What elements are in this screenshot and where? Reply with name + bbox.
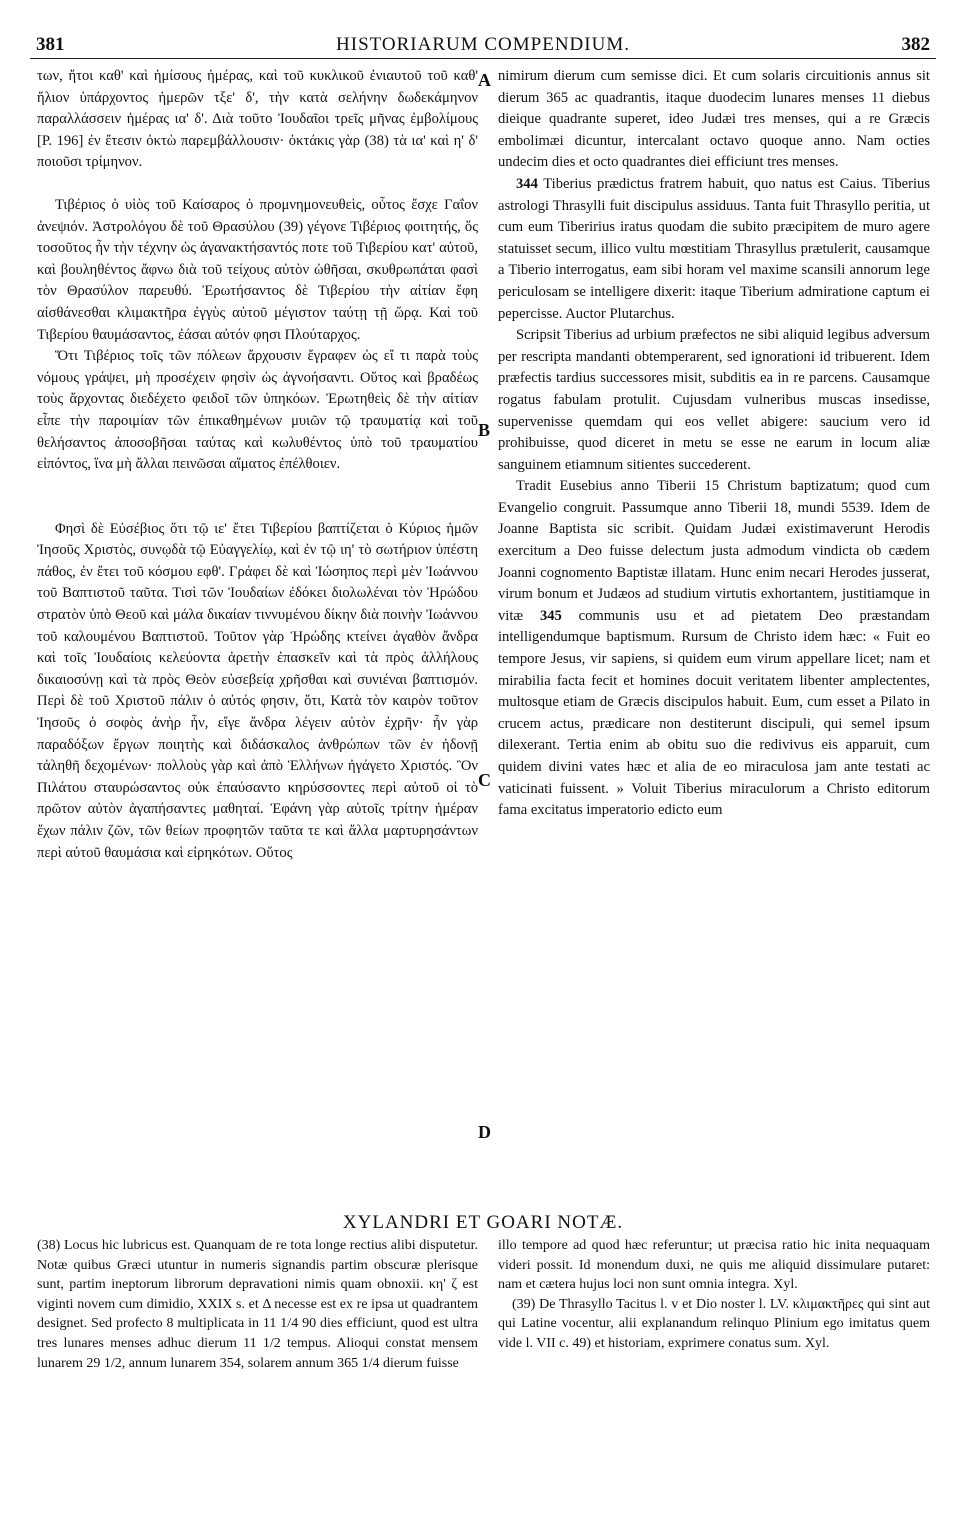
- notes-heading: XYLANDRI ET GOARI NOTÆ.: [342, 1212, 624, 1233]
- latin-paragraph-4-text-a: Tradit Eusebius anno Tiberii 15 Christum baptizatum; quod cum Evangelio congruit. Passumque anno Tiberii 18, mundi 5539. Idem de Joanne Baptista sic scribit. Quidam Judæi existimaverunt Herodis exercitum a Deo fuisse delectum justa admodum vindicta ob cædem Joanni cognomento Baptistæ illatam. Hunc enim necari Herodes jusserat, virum bonum et Judæos ad studium virtutis exhortantem, justitiamque in vitæ: [498, 478, 930, 624]
- note-39: (39) De Thrasyllo Tacitus l. v et Dio noster l. LV. κλιμακτῆρες qui sint aut qui Latine vocentur, alii explanandum relinquo Plinium ego imitatus quem vide l. VII c. 49) et historiam, exprimere conatus sum. Xyl.: [498, 1296, 930, 1351]
- margin-letter-c: C: [478, 770, 491, 790]
- margin-letter-a: A: [478, 70, 491, 90]
- greek-paragraph-1: των, ἤτοι καθ' καὶ ἡμίσους ἡμέρας, καὶ τοῦ κυκλικοῦ ἐνιαυτοῦ τοῦ καθ' ἥλιον ὑπάρχοντος ἡμερῶν τξε' δ', τὴν κατὰ σελήνην δωδεκάμηνον παραλλάσσειν ἡμέρας ια' δ'. Διὰ τοῦτο Ἰουδαῖοι τρεῖς μῆνας ἐμβολίμους [P. 196] ἐν ἔτεσιν ὀκτὼ παρεμβάλλουσιν· ὀκτάκις γὰρ (38) τὰ ια' καὶ η' δ' ποιοῦσι τρίμηνον.: [37, 68, 478, 171]
- notes-left-column: [37, 1236, 478, 1373]
- page-title: HISTORIARUM COMPENDIUM.: [336, 34, 630, 55]
- latin-paragraph-2-text: Tiberius prædictus fratrem habuit, quo natus est Caius. Tiberius astrologi Thrasylli fuit discipulus assiduus. Tanta fuit Thrasyllo peritia, ut cum eum Tiberirius iratus quodam die subito præcipitem de muro agere statuisset secum, illico vultu mœstitiam Thrasyllus prætulerit, causamque a Tiberio interrogatus, eam sibi horam vel maxime scansili annorum lege periculosam se intelligere dixerit: itaque Tiberium admiratione captum ei pepercisse. Auctor Plutarchus.: [498, 175, 931, 322]
- running-head: [30, 34, 936, 59]
- latin-paragraph-2: [498, 174, 930, 325]
- greek-paragraph-4: Φησὶ δὲ Εὐσέβιος ὅτι τῷ ιε' ἔτει Τιβερίου βαπτίζεται ὁ Κύριος ἡμῶν Ἰησοῦς Χριστὸς, συνῳδὰ τῷ Εὐαγγελίῳ, καὶ ἐν τῷ ιη' τὸ σωτήριον ὑπέστη πάθος, ἐν ἔτει τοῦ κόσμου εφθ'. Γράφει δὲ καὶ Ἰώσηπος περὶ μὲν Ἰωάννου τοῦ Βαπτιστοῦ ταῦτα. Τισὶ τῶν Ἰουδαίων ἐδόκει διολωλέναι τὸν Ἡρώδου στρατὸν ὑπὸ Θεοῦ καὶ μάλα δικαίαν τιννυμένου δίκην διὰ ποινὴν Ἰωάννου τοῦ καλουμένου Βαπτιστοῦ. Τοῦτον γὰρ Ἡρώδης κτείνει ἀγαθὸν ἄνδρα καὶ τοῖς Ἰουδαίοις κελεύοντα ἀρετὴν ἐπασκεῖν καὶ τὰ πρὸς ἀλλήλους δικαιοσύνῃ καὶ τὰ πρὸς Θεὸν εὐσεβείᾳ χρῆσθαι καὶ συνιέναι βαπτισμόν. Περὶ δὲ τοῦ Χριστοῦ πάλιν ὁ αὐτός φησιν, ὅτι, Κατὰ τὸν καιρὸν τοῦτον Ἰησοῦς ὁ σοφὸς ἀνὴρ ἦν, εἴγε ἄνδρα λέγειν αὐτὸν ἐχρῆν· ἦν γὰρ παραδόξων ἔργων ποιητὴς καὶ διδάσκαλος ἀνθρώπων τῶν ἐν ἡδονῇ τἀληθῆ δεχομένων· πολλοὺς γὰρ καὶ ἀπὸ Ἑλλήνων ἠγάγετο Χριστός. Ὃν Πιλάτου σταυρώσαντος οὐκ ἐπαύσαντο κηρύσσοντες περὶ αὐτοῦ οἱ τὸ πρῶτον αὐτὸν ἀγαπήσαντες μαθηταί. Ἐφάνη γὰρ αὐτοῖς τρίτην ἡμέραν ἔχων πάλιν ζῶν, τῶν θείων προφητῶν ταῦτα τε καὶ ἄλλα μαρτυρησάντων περὶ αὐτοῦ θαυμάσια καὶ εἰρηκότων. Οὕτος: [37, 520, 478, 861]
- margin-letter-b: B: [478, 420, 491, 440]
- greek-paragraph-2: Τιβέριος ὁ υἱὸς τοῦ Καίσαρος ὁ προμνημονευθεὶς, οὗτος ἔσχε Γαΐον ἀνεψιόν. Ἀστρολόγου δὲ τοῦ Θρασύλου (39) γέγονε Τιβέριος φοιτητής, ὅς τοσοῦτος ἦν τὴν τέχνην ὡς ἀγανακτήσαντός ποτε τοῦ Τιβερίου κατ' αὐτοῦ, καὶ βουληθέντος ἄφνω διὰ τοῦ τείχους αὐτὸν ὠθῆσαι, σκυθρωπάται φασὶ τὸν Θρασύλον παρευθύ. Ἐρωτήσαντος δὲ Τιβερίου τὴν αἰτίαν ἔφη αἰσθάνεσθαι κλιμακτῆρα ἐγγὺς αὐτοῦ μέγιστον ταύτῃ τῇ ὥρᾳ. Καὶ τοῦ Τιβερίου θαυμάσαντος, ἐάσαι αὐτόν φησι Πλούταρχος.: [37, 196, 478, 343]
- notes-right-column: [498, 1236, 930, 1354]
- section-number-345: 345: [539, 607, 562, 624]
- page-number-left: 381: [36, 34, 65, 55]
- page-number-right: 382: [901, 34, 930, 55]
- greek-paragraph-3: Ὅτι Τιβέριος τοῖς τῶν πόλεων ἄρχουσιν ἔγραφεν ὡς εἴ τι παρὰ τοὺς νόμους γράψει, μὴ προσέχειν φησὶν ὡς ἀγνοήσαντι. Οὕτος καὶ βραδέως τοὺς ἄρχοντας διεδέχετο φειδοῖ τῶν ὑπηκόων. Ἐρωτηθεὶς δὲ τὴν αἰτίαν εἶπε τὴν παροιμίαν τῶν ἐπικαθημένων μυιῶν τῷ τραυματίᾳ καὶ τοῦ θελήσαντος ἀποσοβῆσαι ταύτας καὶ κωλυθέντος ὑπὸ τοῦ τραυματίου εἰπόντος, ἵνα μὴ ἄλλαι πεινῶσαι αἵματος ἐπέλθοιεν.: [37, 348, 478, 473]
- greek-column: [37, 66, 478, 864]
- latin-paragraph-4-text-b: communis usu et ad pietatem Deo præstandam intelligendumque baptismum. Rursum de Christo idem hæc: « Fuit eo tempore Jesus, vir sapiens, si quidem eum virum appellare licet; nam et mirabilia facta fecit et homines docuit veritatem libenter amplectentes, multosque etiam de Græcis discipulos habuit. Eum, cum esset a Pilato in crucem actus, prædicare non destiterunt discipuli, qui semel ipsum dilexerant. Tertia enim ab obitu suo die redivivus eis apparuit, cum quidem divini vates hæc et alia de eo miraculosa jam ante testati ac vaticinati fuissent. » Voluit Tiberius miraculorum a Christo editorum fama excitatus imperatorio edicto eum: [498, 607, 930, 819]
- latin-column: [498, 66, 930, 822]
- latin-paragraph-4: [498, 476, 930, 822]
- note-38: (38) Locus hic lubricus est. Quanquam de re tota longe rectius alibi disputetur. Notæ quibus Græci utuntur in numeris signandis partim obscuræ plerisque sunt, partim ineptorum librorum depravationi nimis quam obnoxii. κη' ζ est viginti novem cum dimidio, XXIX s. et Δ necesse est ex re ipsa ut quadrantem designet. Sed profecto 8 multiplicata in 11 1/4 90 dies efficiunt, quod est ultra tres lunares menses adhuc dierum 11 1/2 tempus. Alioqui constat mensem lunarem 29 1/2, annum lunarem 354, solarem annum 365 1/4 dierum fuisse: [37, 1238, 478, 1371]
- section-number-344: 344: [516, 175, 538, 192]
- latin-paragraph-3: Scripsit Tiberius ad urbium præfectos ne sibi aliquid legibus adversum per rescripta mandanti obtemperarent, sed ignorationi id tribuerent. Idem præfectis tardius successores misit, subditis ea in re parcens. Causamque rogatus fabulam protulit. Cujusdam vulneribus muscas insedisse, supervenisse quemdam qui eos vellet abigere: saucium vero id prohibuisse, quod diceret in metu se esse ne earum in locum aliæ sanguinem etiamnum sitientes succederent.: [498, 327, 930, 473]
- note-38-continued: illo tempore ad quod hæc referuntur; ut præcisa ratio hic inita nequaquam videri possit. Id monendum duxi, ne quis me aliquid dissimulare putaret: nam et cætera hujus loci non sunt omnia integra. Xyl.: [498, 1238, 930, 1293]
- margin-letter-d: D: [478, 1122, 491, 1142]
- latin-paragraph-1: nimirum dierum cum semisse dici. Et cum solaris circuitionis annus sit dierum 365 ac quadrantis, itaque duodecim lunares menses 11 diebus dieique quadrante superet, ideo Judæi tres menses, qui a re Græcis embolimæi dicuntur, intercalant octavo quoque anno. Nam octies undecim dies et octo quadrantes diei efficiunt tres menses.: [498, 68, 930, 171]
